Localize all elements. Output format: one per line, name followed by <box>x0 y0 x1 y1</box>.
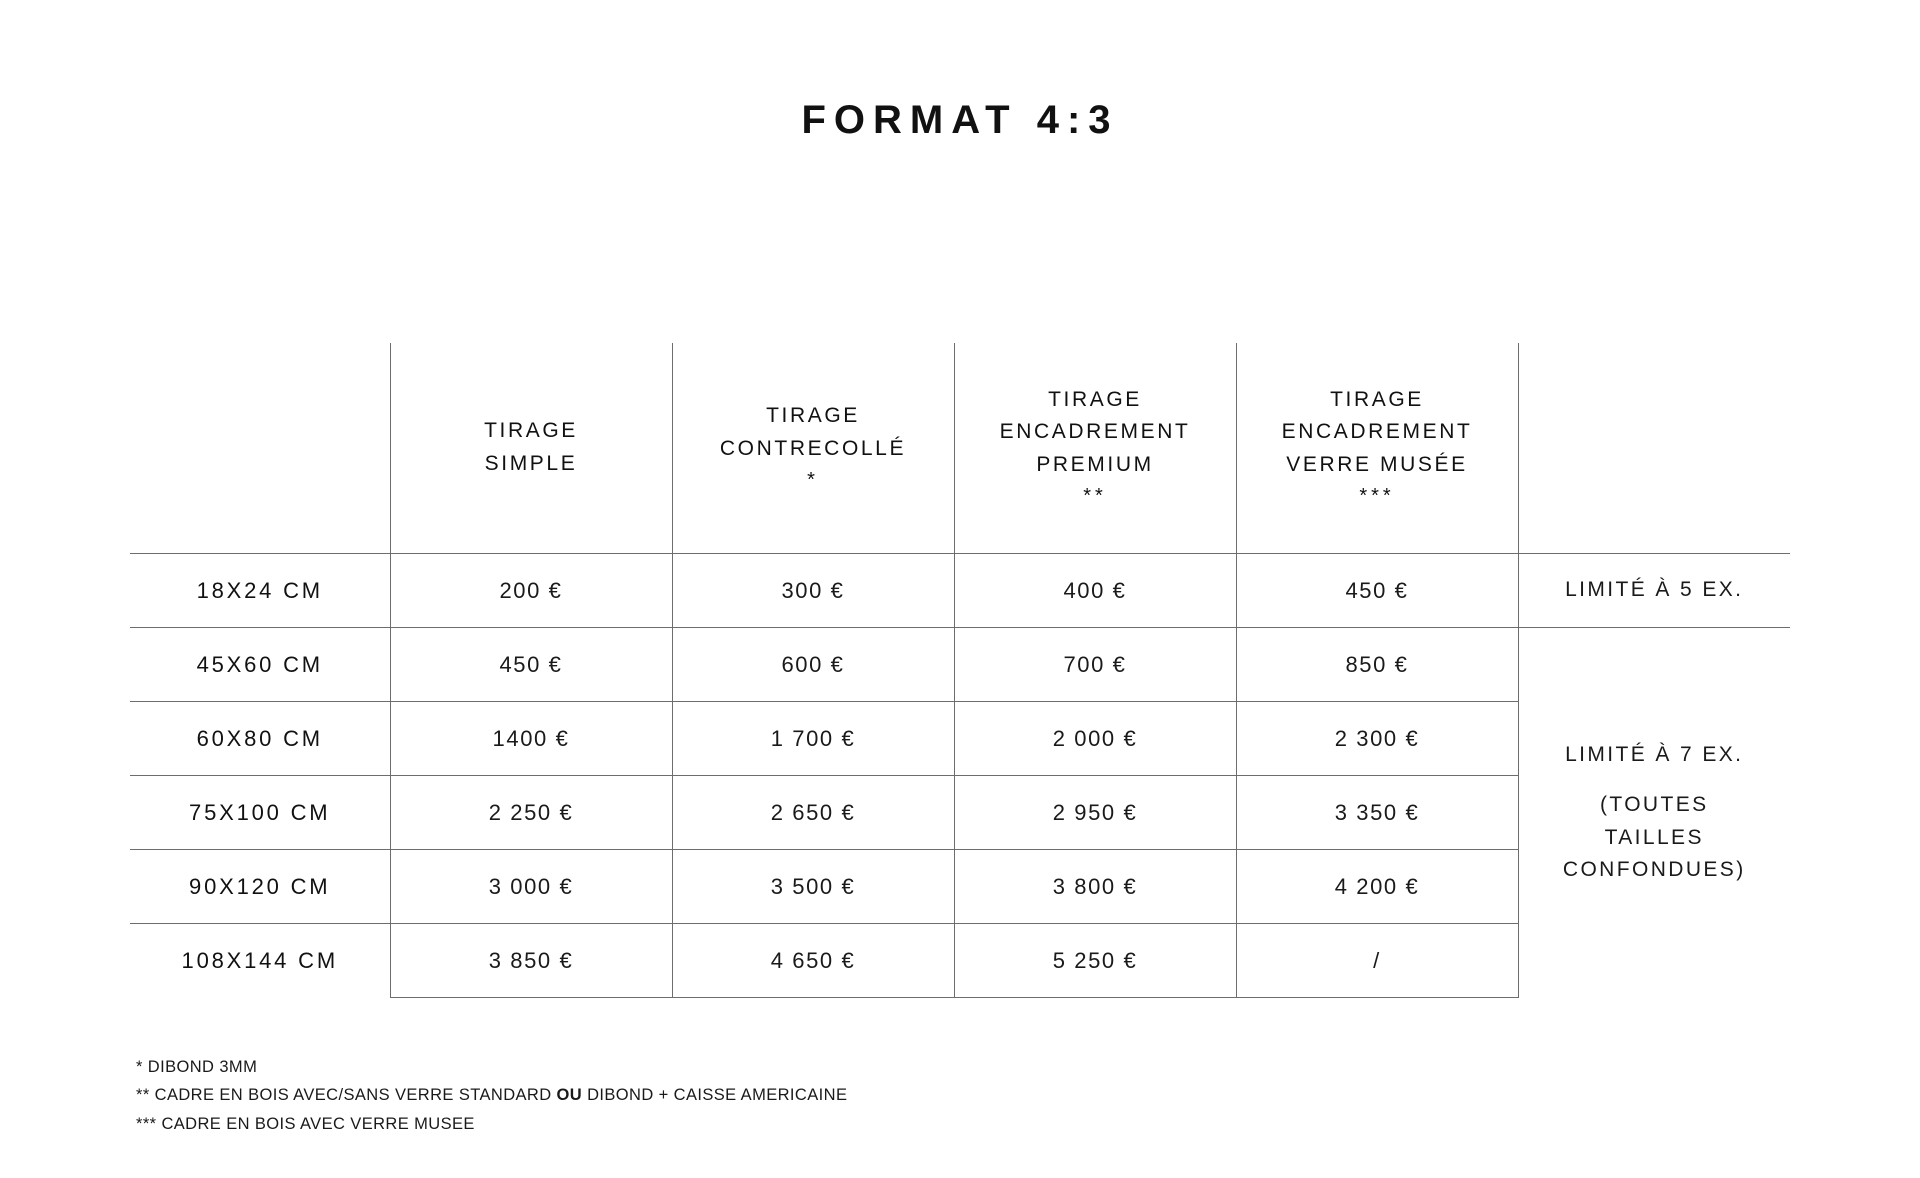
price-encadrement-verre-musee: 850 € <box>1236 628 1518 702</box>
bottom-border-blank <box>1518 998 1790 999</box>
price-encadrement-premium: 400 € <box>954 554 1236 628</box>
price-encadrement-verre-musee: 450 € <box>1236 554 1518 628</box>
price-tirage-simple: 3 850 € <box>390 924 672 998</box>
edition-note-first: LIMITÉ À 5 EX. <box>1518 554 1790 628</box>
footnote-three: *** CADRE EN BOIS AVEC VERRE MUSEE <box>136 1114 475 1133</box>
row-size-label: 60X80 CM <box>130 702 390 776</box>
price-table-container <box>130 343 1790 998</box>
price-tirage-simple: 2 250 € <box>390 776 672 850</box>
row-size-label: 108X144 CM <box>130 924 390 998</box>
price-encadrement-verre-musee: 3 350 € <box>1236 776 1518 850</box>
row-size-label: 45X60 CM <box>130 628 390 702</box>
bottom-border-blank <box>130 998 390 999</box>
bottom-border-cell <box>1236 998 1518 999</box>
header-notes-blank <box>1518 343 1790 554</box>
price-list-page <box>0 98 1920 1178</box>
note-spacer <box>1519 771 1791 789</box>
footnote-two-part-a: ** CADRE EN BOIS AVEC/SANS VERRE STANDARD <box>136 1086 557 1105</box>
table-row <box>130 554 1790 628</box>
price-tirage-simple: 450 € <box>390 628 672 702</box>
column-header-footnote-mark: ** <box>1083 485 1107 508</box>
column-header-line1: TIRAGE <box>1048 387 1142 411</box>
price-tirage-contrecolle: 1 700 € <box>672 702 954 776</box>
price-encadrement-premium: 3 800 € <box>954 850 1236 924</box>
edition-note-line3: TAILLES <box>1604 825 1704 849</box>
edition-note-line4: CONFONDUES) <box>1562 858 1746 882</box>
price-encadrement-verre-musee: / <box>1236 924 1518 998</box>
table-header-row <box>130 343 1790 554</box>
price-encadrement-premium: 2 000 € <box>954 702 1236 776</box>
bottom-border-cell <box>954 998 1236 999</box>
column-header-tirage-contrecolle <box>672 343 954 554</box>
column-header-line1: TIRAGE <box>766 403 860 427</box>
price-tirage-simple: 3 000 € <box>390 850 672 924</box>
price-encadrement-verre-musee: 4 200 € <box>1236 850 1518 924</box>
column-header-line2: ENCADREMENT <box>1281 420 1473 444</box>
price-tirage-simple: 200 € <box>390 554 672 628</box>
column-header-line3: VERRE MUSÉE <box>1286 452 1468 476</box>
price-tirage-contrecolle: 4 650 € <box>672 924 954 998</box>
footnotes-block <box>136 1053 847 1138</box>
column-header-tirage-simple <box>390 343 672 554</box>
column-header-footnote-mark: *** <box>1359 485 1395 508</box>
footnote-two-part-c: DIBOND + CAISSE AMERICAINE <box>582 1086 848 1105</box>
price-tirage-contrecolle: 2 650 € <box>672 776 954 850</box>
table-row <box>130 628 1790 702</box>
column-header-line2: ENCADREMENT <box>999 420 1191 444</box>
page-title: FORMAT 4:3 <box>801 98 1119 142</box>
column-header-line2: CONTRECOLLÉ <box>719 436 907 460</box>
price-encadrement-premium: 2 950 € <box>954 776 1236 850</box>
price-encadrement-premium: 5 250 € <box>954 924 1236 998</box>
column-header-encadrement-verre-musee <box>1236 343 1518 554</box>
price-tirage-simple: 1400 € <box>390 702 672 776</box>
price-tirage-contrecolle: 3 500 € <box>672 850 954 924</box>
bottom-border-cell <box>672 998 954 999</box>
footnote-two-emphasis: OU <box>556 1086 583 1105</box>
column-header-line1: TIRAGE <box>1330 387 1424 411</box>
row-size-label: 90X120 CM <box>130 850 390 924</box>
edition-note-line2: (TOUTES <box>1599 793 1709 817</box>
column-header-line3: PREMIUM <box>1036 452 1154 476</box>
price-tirage-contrecolle: 300 € <box>672 554 954 628</box>
edition-note-line1: LIMITÉ À 7 EX. <box>1565 742 1744 766</box>
column-header-encadrement-premium <box>954 343 1236 554</box>
column-header-line2: SIMPLE <box>484 452 578 475</box>
bottom-border-cell <box>390 998 672 999</box>
footnote-two <box>136 1081 847 1109</box>
price-table <box>130 343 1790 998</box>
column-header-line1: TIRAGE <box>484 419 578 443</box>
footnote-one: * DIBOND 3MM <box>136 1058 258 1076</box>
row-size-label: 18X24 CM <box>130 554 390 628</box>
price-encadrement-verre-musee: 2 300 € <box>1236 702 1518 776</box>
price-encadrement-premium: 700 € <box>954 628 1236 702</box>
header-corner-blank <box>130 343 390 554</box>
column-header-footnote-mark: * <box>807 469 819 492</box>
table-bottom-border <box>130 998 1790 999</box>
row-size-label: 75X100 CM <box>130 776 390 850</box>
price-tirage-contrecolle: 600 € <box>672 628 954 702</box>
edition-note-second <box>1518 628 1790 998</box>
